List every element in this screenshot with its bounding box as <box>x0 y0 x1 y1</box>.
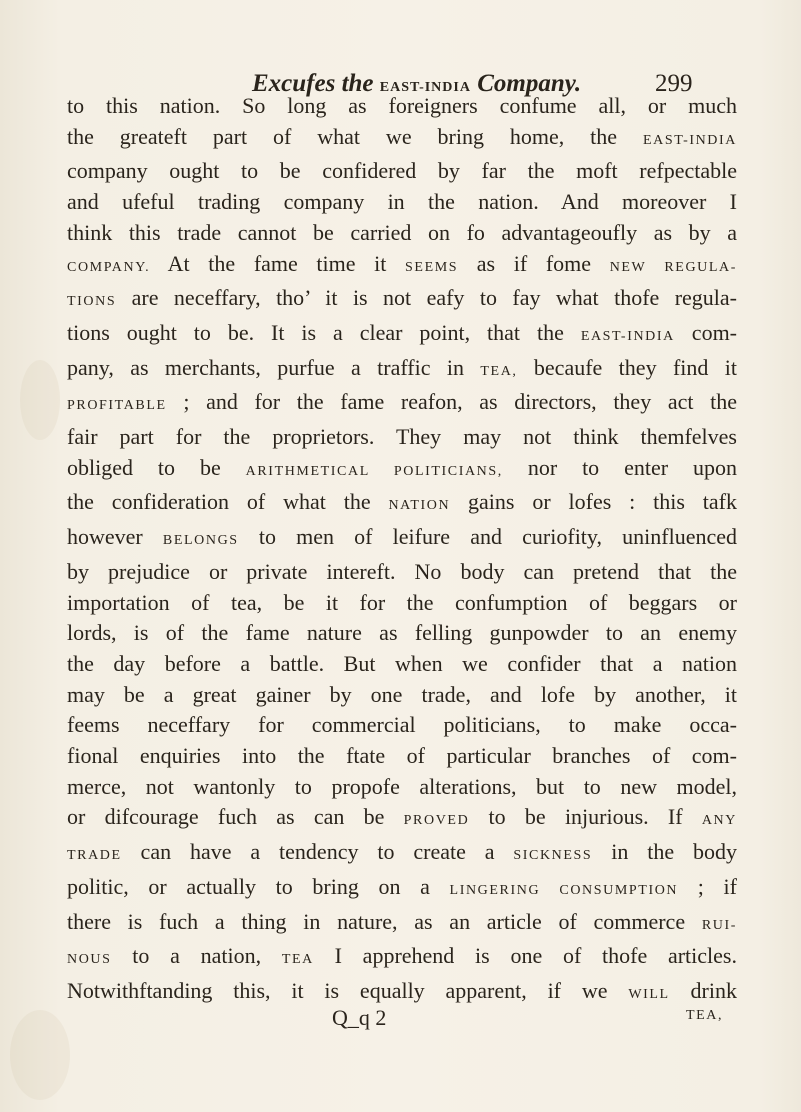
smallcaps-run: NOUS <box>67 952 112 968</box>
body-text <box>67 91 737 1011</box>
text-line <box>67 741 737 772</box>
text-line <box>67 710 737 741</box>
text-run: in the body <box>592 839 737 865</box>
smallcaps-run: ARITHMETICAL POLITICIANS, <box>245 463 503 479</box>
text-run: Notwithftanding this, it is equally apparent, if we <box>67 977 629 1003</box>
text-line <box>67 837 737 872</box>
text-line <box>67 91 737 122</box>
text-line <box>67 680 737 711</box>
text-run: and ufeful trading company in the nation. And moreover I <box>67 189 737 215</box>
smallcaps-run: EAST-INDIA <box>580 328 675 344</box>
text-run: to men of leifure and curiofity, uninfluenced <box>238 524 738 550</box>
text-line <box>67 318 737 353</box>
smallcaps-run: ANY <box>701 813 737 829</box>
text-run: nor to enter upon <box>502 454 737 480</box>
text-run: importation of tea, be it for the confumption of beggars or <box>67 589 737 615</box>
text-line <box>67 976 737 1011</box>
text-line <box>67 522 737 557</box>
text-line <box>67 557 737 588</box>
text-run: the confideration of what the <box>67 489 389 515</box>
text-line <box>67 649 737 680</box>
smallcaps-run: COMPANY. <box>67 259 151 275</box>
text-line <box>67 283 737 318</box>
signature-mark: Q_q 2 <box>332 1005 387 1030</box>
smallcaps-run: SICKNESS <box>513 848 593 864</box>
text-line <box>67 122 737 157</box>
catchword: TEA, <box>686 1008 724 1023</box>
text-line <box>67 487 737 522</box>
smallcaps-run: EAST-INDIA <box>642 132 737 148</box>
text-run: the greateft part of what we bring home, the <box>67 123 643 149</box>
smallcaps-run: TIONS <box>67 294 117 310</box>
text-line <box>67 772 737 803</box>
running-head-smallcaps: EAST-INDIA <box>379 80 471 95</box>
text-run: can have a tendency to create a <box>121 839 514 865</box>
text-line <box>67 872 737 907</box>
text-line <box>67 453 737 488</box>
text-line <box>67 618 737 649</box>
text-line <box>67 187 737 218</box>
text-run: to be injurious. If <box>469 804 702 830</box>
text-run: are neceffary, tho’ it is not eafy to fay what thofe regula- <box>116 285 737 311</box>
smallcaps-run: TRADE <box>67 848 122 864</box>
text-run: there is fuch a thing in nature, as an article of commerce <box>67 908 702 934</box>
smallcaps-run: WILL <box>628 986 670 1002</box>
smallcaps-run: BELONGS <box>162 533 239 549</box>
text-run: fional enquiries into the ftate of particular branches of com- <box>67 743 737 769</box>
text-run: to a nation, <box>111 943 282 969</box>
text-run: ; if <box>678 873 737 899</box>
text-run: as if fome <box>458 250 610 276</box>
text-run: com- <box>674 319 738 345</box>
text-line <box>67 353 737 388</box>
text-run: or difcourage fuch as can be <box>67 804 404 830</box>
smallcaps-run: RUI- <box>701 917 737 933</box>
text-run: to this nation. So long as foreigners confume all, or much <box>67 93 737 118</box>
smallcaps-run: NEW REGULA- <box>609 259 737 275</box>
text-run: obliged to be <box>67 454 246 480</box>
text-run: by prejudice or private intereft. No body can pretend that the <box>67 558 737 584</box>
smallcaps-run: PROVED <box>403 813 470 829</box>
paper-stain <box>20 360 60 440</box>
text-line <box>67 218 737 249</box>
smallcaps-run: TEA, <box>480 363 518 379</box>
text-run: gains or lofes : this tafk <box>450 489 737 515</box>
text-line <box>67 907 737 942</box>
running-head-end: Company. <box>477 70 582 97</box>
text-run: merce, not wantonly to propofe alterations, but to new model, <box>67 773 737 799</box>
text-run: politic, or actually to bring on a <box>67 873 450 899</box>
smallcaps-run: PROFITABLE <box>67 398 167 414</box>
text-line <box>67 802 737 837</box>
text-line <box>67 387 737 422</box>
text-run: may be a great gainer by one trade, and lofe by another, it <box>67 681 737 707</box>
page-number: 299 <box>655 70 693 97</box>
smallcaps-run: NATION <box>388 498 451 514</box>
text-run: lords, is of the fame nature as felling gunpowder to an enemy <box>67 620 737 646</box>
text-run: the day before a battle. But when we confider that a nation <box>67 650 737 676</box>
text-run: I apprehend is one of thofe articles. <box>313 943 737 969</box>
text-run: drink <box>669 977 737 1003</box>
text-run: becaufe they find it <box>517 354 737 380</box>
text-run: company ought to be confidered by far the moft refpectable <box>67 158 737 184</box>
text-line <box>67 588 737 619</box>
smallcaps-run: SEEMS <box>405 259 459 275</box>
text-run: think this trade cannot be carried on fo advantageoufly as by a <box>67 219 737 245</box>
text-run: fair part for the proprietors. They may not think themfelves <box>67 424 737 450</box>
text-run: ; and for the fame reafon, as directors, they act the <box>166 389 737 415</box>
text-run: feems neceffary for commercial politicians, to make occa- <box>67 712 737 738</box>
text-line <box>67 249 737 284</box>
paper-stain <box>10 1010 70 1100</box>
smallcaps-run: TEA <box>281 952 314 968</box>
text-line <box>67 422 737 453</box>
text-run: At the fame time it <box>150 250 406 276</box>
text-run: however <box>67 524 163 550</box>
text-line <box>67 156 737 187</box>
text-run: tions ought to be. It is a clear point, that the <box>67 319 581 345</box>
smallcaps-run: LINGERING CONSUMPTION <box>449 882 679 898</box>
running-head-italic: Excufes the <box>252 70 374 97</box>
text-line <box>67 941 737 976</box>
text-run: pany, as merchants, purfue a traffic in <box>67 354 481 380</box>
